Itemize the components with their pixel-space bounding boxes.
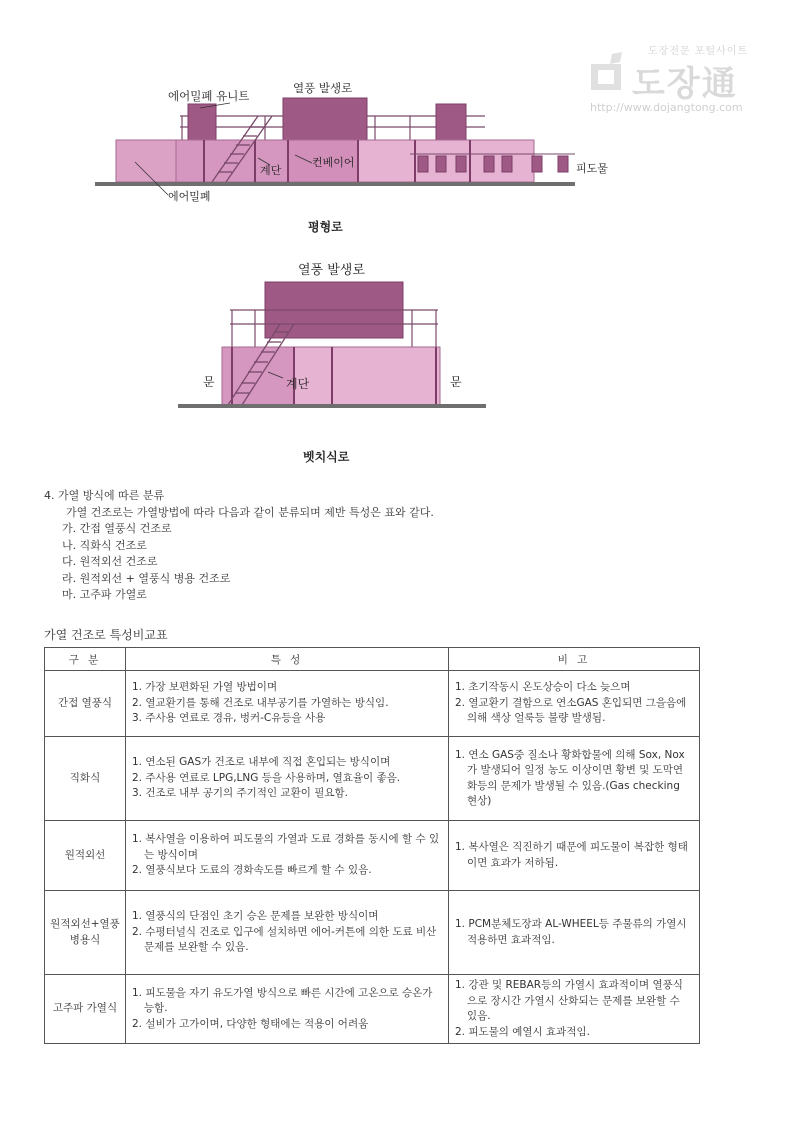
watermark-url: http://www.dojangtong.com [590, 101, 743, 114]
table-row [45, 737, 700, 821]
feature-line: 1. 가장 보편화된 가열 방법이며 [132, 681, 278, 694]
feature-line: 3. 주사용 연료로 경유, 벙커-C유등을 사용 [132, 712, 326, 725]
remark-line: 1. PCM분체도장과 AL-WHEEL등 주물류의 가열시 적용하면 효과적임. [455, 918, 687, 946]
row-features [126, 891, 449, 975]
row-remarks [449, 821, 700, 891]
label-workpiece: 피도물 [576, 162, 608, 175]
feature-line: 1. 열풍식의 단점인 초기 승온 문제를 보완한 방식이며 [132, 910, 379, 923]
table-header-row [45, 648, 700, 671]
row-remarks [449, 975, 700, 1044]
section-lead: 가열 건조로는 가열방법에 따라 다음과 같이 분류되며 제반 특성은 표와 같다. [66, 505, 434, 519]
row-features [126, 737, 449, 821]
label-stairs-batch: 계단 [286, 377, 310, 391]
feature-line: 1. 연소된 GAS가 건조로 내부에 직접 혼입되는 방식이며 [132, 756, 391, 769]
header-category: 구 분 [45, 648, 126, 671]
feature-line: 2. 열풍식보다 도료의 경화속도를 빠르게 할 수 있음. [132, 864, 372, 877]
row-kind: 고주파 가열식 [45, 975, 126, 1044]
row-kind: 원적외선+열풍병용식 [45, 891, 126, 975]
row-remarks [449, 671, 700, 737]
list-item: 마. 고주파 가열로 [62, 588, 147, 601]
table-title: 가열 건조로 특성비교표 [44, 628, 168, 642]
table-row [45, 821, 700, 891]
feature-line: 3. 건조로 내부 공기의 주기적인 교환이 필요함. [132, 787, 348, 800]
horizontal-furnace-diagram [0, 0, 800, 240]
feature-line: 2. 수평터널식 건조로 입구에 설치하면 에어-커튼에 의한 도료 비산 문제를 보완할 수 있음. [132, 925, 437, 954]
label-air-seal-unit: 에어밀폐 유니트 [168, 89, 250, 103]
caption-horizontal-furnace: 평형로 [308, 220, 343, 234]
watermark-tagline: 도장전문 포털사이트 [648, 46, 749, 57]
table-row [45, 671, 700, 737]
row-features [126, 821, 449, 891]
remark-line: 1. 연소 GAS중 질소나 황화합물에 의해 Sox, Nox가 발생되어 일정 농도 이상이면 황변 및 도막연화등의 문제가 발생될 수 있음.(Gas checking 현상) [455, 748, 685, 807]
table-row [45, 891, 700, 975]
feature-line: 2. 주사용 연료로 LPG,LNG 등을 사용하며, 열효율이 좋음. [132, 771, 401, 784]
label-stairs: 계단 [260, 164, 282, 177]
table-row [45, 975, 700, 1044]
label-conveyor: 컨베이어 [312, 156, 355, 169]
row-kind: 간접 열풍식 [45, 671, 126, 737]
row-remarks [449, 737, 700, 821]
list-item: 라. 원적외선 + 열풍식 병용 건조로 [62, 571, 231, 585]
row-kind: 원적외선 [45, 821, 126, 891]
feature-line: 1. 피도물을 자기 유도가열 방식으로 빠른 시간에 고온으로 승온가능함. [132, 986, 433, 1015]
row-features [126, 671, 449, 737]
section-heating-classification [44, 488, 434, 604]
row-features [126, 975, 449, 1044]
batch-furnace-diagram [0, 250, 800, 430]
label-hot-air-blower: 열풍 발생로 [293, 81, 353, 95]
remark-line: 2. 피도물의 예열시 효과적임. [455, 1025, 590, 1038]
label-hot-air-blower-batch: 열풍 발생로 [298, 263, 365, 278]
list-item: 다. 원적외선 건조로 [62, 555, 158, 568]
list-item: 가. 간접 열풍식 건조로 [62, 522, 172, 535]
label-air-seal: 에어밀폐 [168, 190, 211, 203]
list-item: 나. 직화식 건조로 [62, 538, 147, 552]
feature-line: 1. 복사열을 이용하여 피도물의 가열과 도료 경화를 동시에 할 수 있는 방식이며 [132, 833, 440, 861]
row-kind: 직화식 [45, 737, 126, 821]
row-remarks [449, 891, 700, 975]
section-heading: 4. 가열 방식에 따른 분류 [44, 489, 165, 502]
label-door-right: 문 [450, 375, 462, 389]
label-door-left: 문 [203, 375, 215, 389]
remark-line: 1. 강관 및 REBAR등의 가열시 효과적이며 열풍식으로 장시간 가열시 산화되는 문제를 보완할 수 있음. [455, 979, 683, 1022]
watermark-brand: 도장通 [632, 64, 738, 104]
header-remarks: 비 고 [449, 648, 700, 671]
header-features: 특 성 [126, 648, 449, 671]
feature-line: 2. 열교환기를 통해 건조로 내부공기를 가열하는 방식임. [132, 696, 389, 709]
caption-batch-furnace: 벳치식로 [303, 450, 350, 464]
remark-line: 2. 열교환기 결함으로 연소GAS 혼입되면 그을음에 의해 색상 얼룩등 불량 발생됨. [455, 696, 687, 725]
remark-line: 1. 초기작동시 온도상승이 다소 늦으며 [455, 681, 631, 694]
comparison-table [44, 647, 700, 1044]
feature-line: 2. 설비가 고가이며, 다양한 형태에는 적용이 어려움 [132, 1017, 369, 1030]
remark-line: 1. 복사열은 직진하기 때문에 피도물이 복잡한 형태이면 효과가 저하됨. [455, 841, 688, 869]
